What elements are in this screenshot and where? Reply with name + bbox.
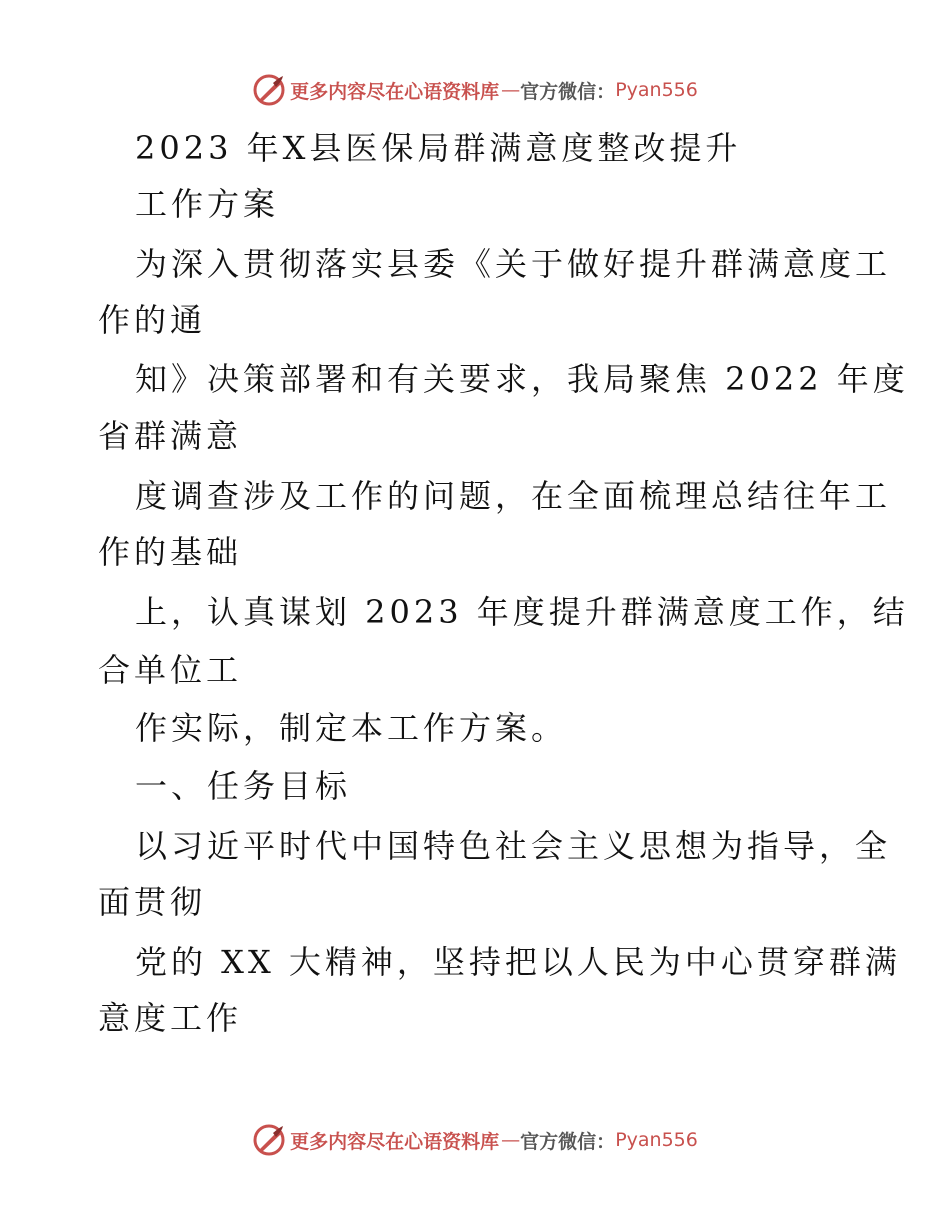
- section-heading: 一、任务目标: [135, 767, 352, 805]
- paragraph-line: 度调查涉及工作的问题，在全面梳理总结往年工: [135, 477, 892, 515]
- header-watermark: [0, 70, 950, 110]
- document-title-line-1: 2023 年X县医保局群满意度整改提升: [135, 129, 742, 167]
- paragraph-line: 党的 XX 大精神，坚持把以人民为中心贯穿群满: [135, 943, 901, 981]
- paragraph-line: 省群满意: [98, 417, 243, 455]
- quill-logo-icon: [252, 73, 286, 107]
- paragraph-line: 意度工作: [98, 999, 243, 1037]
- paragraph-line: 作的通: [98, 301, 207, 339]
- paragraph-line: 知》决策部署和有关要求，我局聚焦 2022 年度: [135, 360, 909, 398]
- watermark-wechat-label: 官方微信：: [520, 1130, 616, 1153]
- paragraph-line: 作实际，制定本工作方案。: [135, 709, 568, 747]
- watermark-wechat-id: Pyan556: [615, 79, 698, 101]
- paragraph-line: 合单位工: [98, 651, 243, 689]
- paragraph-line: 为深入贯彻落实县委《关于做好提升群满意度工: [135, 245, 892, 283]
- watermark-dash: —: [501, 79, 519, 101]
- watermark-wechat-label: 官方微信：: [520, 80, 616, 103]
- paragraph-line: 作的基础: [98, 533, 243, 571]
- watermark-wechat-id: Pyan556: [615, 1129, 698, 1151]
- watermark-site-text: 更多内容尽在心语资料库: [290, 1130, 500, 1153]
- quill-logo-icon: [252, 1123, 286, 1157]
- paragraph-line: 面贯彻: [98, 883, 207, 921]
- paragraph-line: 以习近平时代中国特色社会主义思想为指导，全: [135, 827, 892, 865]
- watermark-site-text: 更多内容尽在心语资料库: [290, 80, 500, 103]
- document-title-line-2: 工作方案: [135, 185, 280, 223]
- watermark-dash: —: [501, 1129, 519, 1151]
- paragraph-line: 上，认真谋划 2023 年度提升群满意度工作，结: [135, 593, 909, 631]
- footer-watermark: [0, 1120, 950, 1160]
